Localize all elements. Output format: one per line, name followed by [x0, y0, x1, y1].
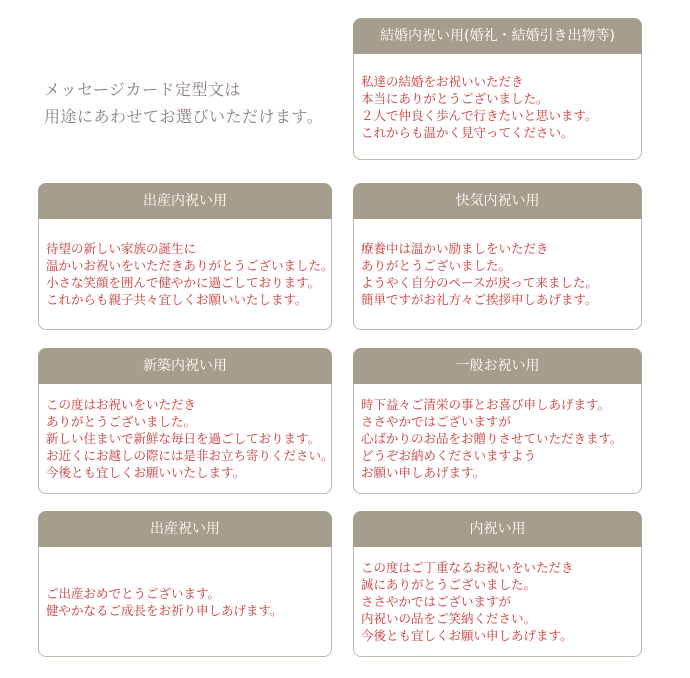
card-body-line: 本当にありがとうございました。 — [361, 90, 549, 106]
card-body-line: この度はご丁重なるお祝いをいただき — [361, 560, 574, 575]
card-body-line: 私達の結婚をお祝いいただき — [361, 73, 524, 89]
card-body-line: ありがとうございました。 — [361, 258, 512, 273]
card-general-oiwai — [353, 348, 642, 494]
card-body-general-oiwai — [353, 384, 642, 494]
card-newhome-uchiiwai — [38, 348, 332, 494]
card-body-line: これからも親子共々宜しくお願いいたします。 — [46, 292, 308, 307]
card-body-line: これからも温かく見守ってください。 — [361, 124, 574, 140]
card-title-general-oiwai: 一般お祝い用 — [353, 348, 642, 384]
card-body-line: 健やかなるご成長をお祈り申しあげます。 — [46, 602, 283, 618]
card-body-line: 小さな笑顔を囲んで健やかに過ごしております。 — [46, 275, 321, 290]
card-body-uchiiwai — [353, 547, 642, 657]
card-body-line: ささやかではございますが — [361, 594, 512, 609]
card-body-wedding-uchiiwai — [353, 54, 642, 160]
card-body-line: ようやく自分のペースが戻って来ました。 — [361, 275, 598, 290]
card-body-line: 誠にありがとうございました。 — [361, 577, 537, 592]
intro-line-1: メッセージカード定型文は — [44, 80, 242, 99]
card-title-newhome-uchiiwai: 新築内祝い用 — [38, 348, 332, 384]
card-body-line: 今後とも宜しくお願い申しあげます。 — [361, 628, 573, 643]
card-body-line: 時下益々ご清栄の事とお喜び申しあげます。 — [361, 397, 611, 412]
card-title-recovery-uchiiwai: 快気内祝い用 — [353, 183, 642, 219]
card-body-line: 内祝いの品をご笑納ください。 — [361, 611, 537, 626]
card-body-line: ささやかではございますが — [361, 414, 512, 429]
card-body-line: 温かいお祝いをいただきありがとうございました。 — [46, 258, 334, 273]
card-body-line: 待望の新しい家族の誕生に — [46, 241, 197, 256]
card-body-newhome-uchiiwai — [38, 384, 332, 494]
card-birth-oiwai — [38, 511, 332, 657]
card-body-line: 心ばかりのお品をお贈りさせていただきます。 — [361, 431, 623, 446]
card-body-line: 簡単ですがお礼方々ご挨拶申しあげます。 — [361, 292, 598, 307]
card-body-line: ご出産おめでとうございます。 — [46, 585, 221, 601]
card-uchiiwai — [353, 511, 642, 657]
card-title-wedding-uchiiwai: 結婚内祝い用(婚礼・結婚引き出物等) — [353, 18, 642, 54]
card-wedding-uchiiwai — [353, 18, 642, 160]
card-body-line: 新しい住まいで新鮮な毎日を過ごしております。 — [46, 431, 321, 446]
card-body-line: この度はお祝いをいただき — [46, 397, 197, 412]
intro-line-2: 用途にあわせてお選びいただけます。 — [44, 107, 324, 126]
card-body-line: お願い申しあげます。 — [361, 465, 486, 480]
card-body-line: ２人で仲良く歩んで行きたいと思います。 — [361, 107, 598, 123]
card-birth-uchiiwai — [38, 183, 332, 330]
card-body-birth-uchiiwai — [38, 219, 332, 330]
card-body-recovery-uchiiwai — [353, 219, 642, 330]
card-title-birth-uchiiwai: 出産内祝い用 — [38, 183, 332, 219]
card-body-birth-oiwai — [38, 547, 332, 657]
card-title-uchiiwai: 内祝い用 — [353, 511, 642, 547]
card-body-line: お近くにお越しの際には是非お立ち寄りください。 — [46, 448, 334, 463]
card-title-birth-oiwai: 出産祝い用 — [38, 511, 332, 547]
card-recovery-uchiiwai — [353, 183, 642, 330]
card-body-line: どうぞお納めくださいますよう — [361, 448, 537, 463]
card-body-line: 今後とも宜しくお願いいたします。 — [46, 465, 246, 480]
intro-text — [44, 76, 323, 130]
card-body-line: ありがとうございました。 — [46, 414, 197, 429]
card-body-line: 療養中は温かい励ましをいただき — [361, 241, 549, 256]
